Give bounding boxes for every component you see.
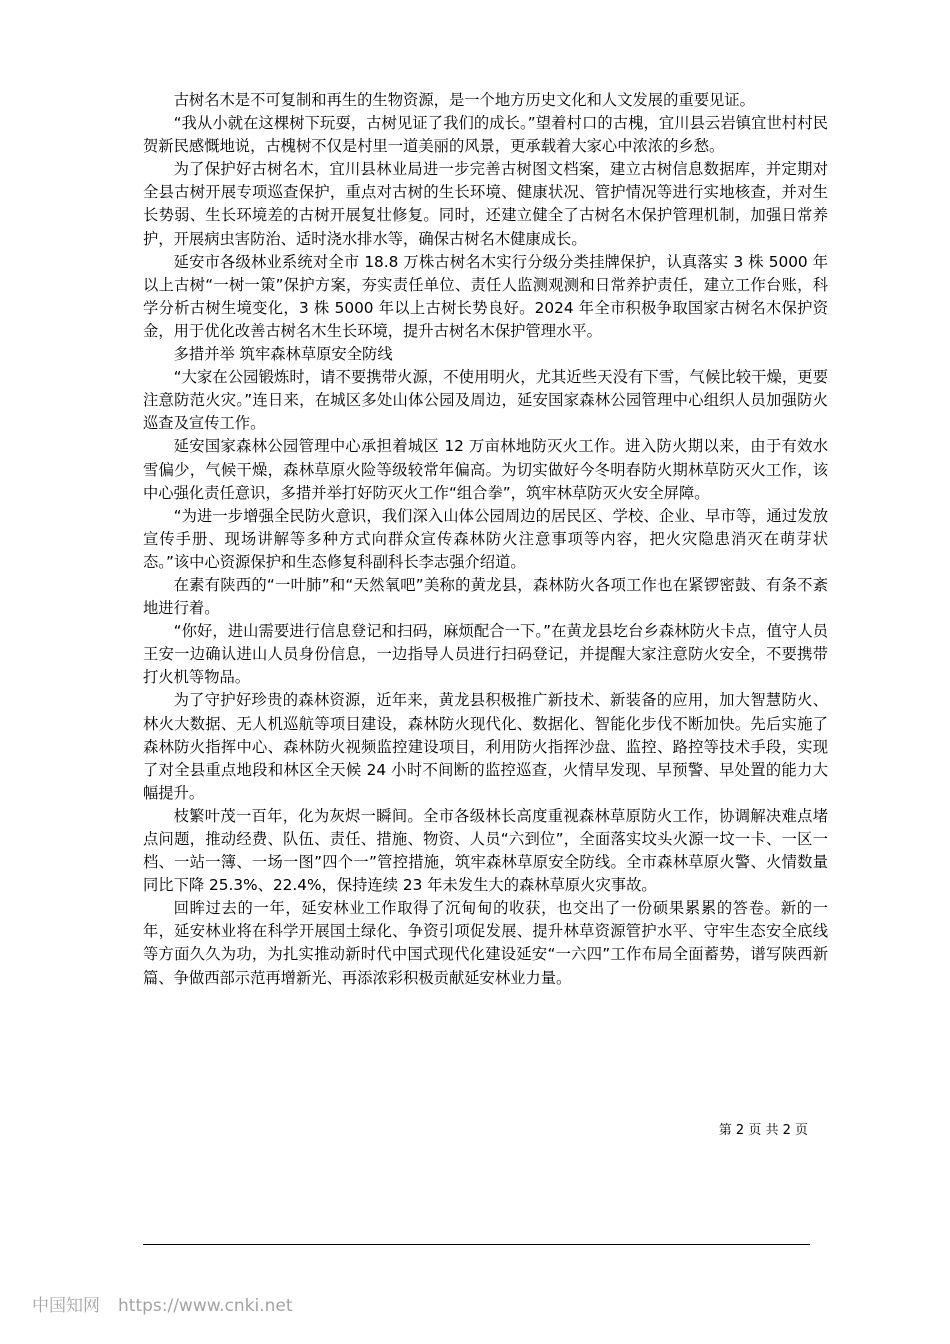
footer-divider (143, 1244, 810, 1245)
paragraph-forest-chief: 枝繁叶茂一百年，化为灰烬一瞬间。全市各级林长高度重视森林草原防火工作，协调解决难点堵点问题，推动经费、队伍、责任、措施、物资、人员“六到位”，全面落实坟头火源一坟一卡、一区一档、一站一簿、一场一图”四个一”管控措施，筑牢森林草原安全防线。全市森林草原火警、火情数量同比下降 25.3%、22.4%，保持连续 23 年未发生大的森林草原火灾事故。 (143, 806, 828, 895)
paragraph-intro: 古树名木是不可复制和再生的生物资源，是一个地方历史文化和人文发展的重要见证。 (173, 91, 755, 109)
paragraph-huanglong: 在素有陕西的“一叶肺”和“天然氧吧”美称的黄龙县，森林防火各项工作也在紧锣密鼓、有条不紊地进行着。 (143, 575, 828, 618)
paragraph-quote-villager: “我从小就在这棵树下玩耍，古树见证了我们的成长。”望着村口的古槐，宜川县云岩镇宜世村村民贺新民感慨地说，古槐树不仅是村里一道美丽的风景，更承载着大家心中浓浓的乡愁。 (143, 114, 828, 156)
paragraph-conclusion: 回眸过去的一年，延安林业工作取得了沉甸甸的收获，也交出了一份硕果累累的答卷。新的一年，延安林业将在科学开展国土绿化、争资引项促发展、提升林草资源管护水平、守牢生态安全底线等方面久久为功，为扎实推动新时代中国式现代化建设延安“一六四”工作布局全面蓄势，谱写陕西新篇、争做西部示范再增新光、再添浓彩积极贡献延安林业力量。 (143, 899, 828, 987)
paragraph-yanan-ancient-trees: 延安市各级林业系统对全市 18.8 万株古树名木实行分级分类挂牌保护，认真落实 3 株 5000 年以上古树“一树一策”保护方案，夯实责任单位、责任人监测观测和日常养护责任，建立工作台账，科学分析古树生境变化，3 株 5000 年以上古树长势良好。2024 年全市积极争取国家古树名木保护资金，用于优化改善古树名木生长环境，提升古树名木保护管理水平。 (143, 252, 828, 340)
paragraph-checkpoint: “你好，进山需要进行信息登记和扫码，麻烦配合一下。”在黄龙县圪台乡森林防火卡点，值守人员王安一边确认进山人员身份信息，一边指导人员进行扫码登记，并提醒大家注意防火安全，不要携带打火机等物品。 (143, 622, 828, 687)
paragraph-awareness: “为进一步增强全民防火意识，我们深入山体公园周边的居民区、学校、企业、早市等，通过发放宣传手册、现场讲解等多种方式向群众宣传森林防火注意事项等内容，把火灾隐患消灭在萌芽状态。”该中心资源保护和生态修复科副科长李志强介绍道。 (143, 506, 828, 571)
paragraph-yichuan-protection: 为了保护好古树名木，宜川县林业局进一步完善古树图文档案，建立古树信息数据库，并定期对全县古树开展专项巡查保护，重点对古树的生长环境、健康状况、管护情况等进行实地核查，并对生长势弱、生长环境差的古树开展复壮修复。同时，还建立健全了古树名木保护管理机制，加强日常养护，开展病虫害防治、适时浇水排水等，确保古树名木健康成长。 (143, 160, 828, 248)
section-heading: 多措并举 筑牢森林草原安全防线 (173, 345, 393, 364)
paragraph-park-patrol: “大家在公园锻炼时，请不要携带火源，不使用明火，尤其近些天没有下雪，气候比较干燥，更要注意防范火灾。”连日来，在城区多处山体公园及周边，延安国家森林公园管理中心组织人员加强防火巡查及宣传工作。 (143, 368, 828, 433)
cnki-watermark (32, 1294, 292, 1318)
paragraph-smart-fire: 为了守护好珍贵的森林资源，近年来，黄龙县积极推广新技术、新装备的应用，加大智慧防火、林火大数据、无人机巡航等项目建设，森林防火现代化、数据化、智能化步伐不断加快。先后实施了森林防火指挥中心、森林防火视频监控建设项目，利用防火指挥沙盘、监控、路控等技术手段，实现了对全县重点地段和林区全天候 24 小时不间断的监控巡查，火情早发现、早预警、早处置的能力大幅提升。 (143, 691, 828, 802)
paragraph-park-center: 延安国家森林公园管理中心承担着城区 12 万亩林地防灭火工作。进入防火期以来，由于有效水雪偏少，气候干燥，森林草原火险等级较常年偏高。为切实做好今冬明春防火期林草防灭火工作，该中心强化责任意识，多措并举打好防灭火工作“组合拳”，筑牢林草防灭火安全屏障。 (143, 437, 828, 502)
article-body (143, 89, 828, 990)
watermark-site-name: 中国知网 (32, 1296, 100, 1316)
page-number: 第 2 页 共 2 页 (718, 1123, 808, 1138)
watermark-url: https://www.cnki.net (118, 1296, 293, 1316)
